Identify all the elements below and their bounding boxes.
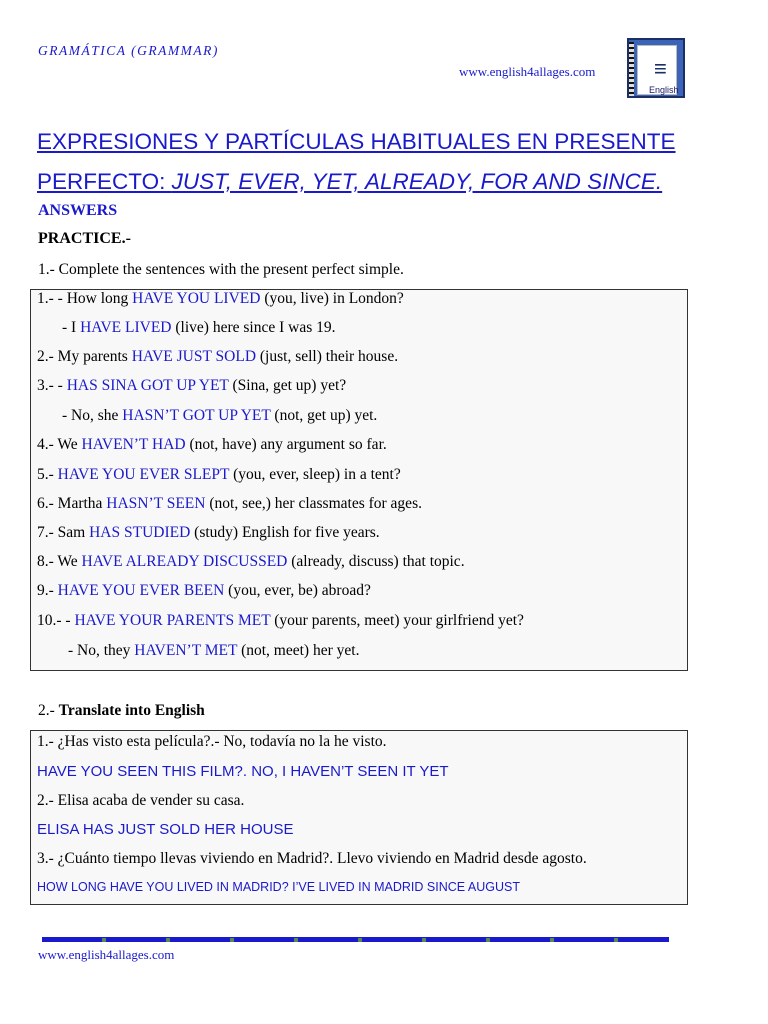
exercise-row: 8.- We HAVE ALREADY DISCUSSED (already, discuss) that topic. — [37, 553, 465, 570]
logo-label: English — [649, 85, 679, 95]
exercise-row: 9.- HAVE YOU EVER BEEN (you, ever, be) abroad? — [37, 582, 371, 599]
exercise-row: - No, they HAVEN’T MET (not, meet) her yet. — [68, 642, 360, 659]
practice-heading: PRACTICE.- — [38, 230, 131, 247]
exercise-row: 5.- HAVE YOU EVER SLEPT (you, ever, sleep) in a tent? — [37, 466, 401, 483]
exercise-row: 6.- Martha HASN’T SEEN (not, see,) her classmates for ages. — [37, 495, 422, 512]
translation-answer: ELISA HAS JUST SOLD HER HOUSE — [37, 821, 294, 838]
exercise-row: 1.- - How long HAVE YOU LIVED (you, live) in London? — [37, 290, 404, 307]
translation-prompt: 1.- ¿Has visto esta película?.- No, todavía no la he visto. — [37, 733, 387, 750]
footer-website-link[interactable]: www.english4allages.com — [38, 947, 175, 962]
exercise-2-answer-box — [30, 730, 688, 905]
title-line-2-italic: JUST, EVER, YET, ALREADY, FOR AND SINCE. — [171, 169, 663, 194]
exercise-row: - No, she HASN’T GOT UP YET (not, get up) yet. — [62, 407, 378, 424]
footer-divider — [42, 937, 669, 942]
logo-spiral-icon — [629, 42, 634, 96]
exercise-row: 7.- Sam HAS STUDIED (study) English for five years. — [37, 524, 380, 541]
exercise-row: 4.- We HAVEN’T HAD (not, have) any argument so far. — [37, 436, 387, 453]
exercise-1-answer-box — [30, 289, 688, 671]
exercise-row: - I HAVE LIVED (live) here since I was 19. — [62, 319, 336, 336]
exercise-row: 3.- - HAS SINA GOT UP YET (Sina, get up) yet? — [37, 377, 347, 394]
answers-heading: ANSWERS — [38, 202, 118, 219]
title-line-1: EXPRESIONES Y PARTÍCULAS HABITUALES EN PRESENTE — [37, 129, 676, 154]
translation-prompt: 3.- ¿Cuánto tiempo llevas viviendo en Madrid?. Llevo viviendo en Madrid desde agosto. — [37, 850, 587, 867]
logo-page — [637, 45, 677, 95]
exercise-row: 2.- My parents HAVE JUST SOLD (just, sell) their house. — [37, 348, 399, 365]
translation-answer: HAVE YOU SEEN THIS FILM?. NO, I HAVEN’T SEEN IT YET — [37, 763, 449, 780]
translation-answer: HOW LONG HAVE YOU LIVED IN MADRID? I’VE LIVED IN MADRID SINCE AUGUST — [37, 880, 520, 894]
exercise-1-instruction: 1.- Complete the sentences with the present perfect simple. — [38, 261, 404, 278]
translation-prompt: 2.- Elisa acaba de vender su casa. — [37, 792, 245, 809]
header-website-link[interactable]: www.english4allages.com — [459, 64, 596, 79]
logo-emblem-icon: ≡ — [654, 56, 667, 81]
header-section-label: GRAMÁTICA (GRAMMAR) — [38, 43, 219, 58]
page-title — [37, 122, 737, 202]
exercise-2-heading: 2.- Translate into English — [38, 702, 205, 719]
exercise-row: 10.- - HAVE YOUR PARENTS MET (your parents, meet) your girlfriend yet? — [37, 612, 524, 629]
title-line-2 — [37, 162, 737, 202]
english-notebook-logo — [627, 38, 685, 98]
title-line-2-prefix: PERFECTO: — [37, 169, 172, 194]
